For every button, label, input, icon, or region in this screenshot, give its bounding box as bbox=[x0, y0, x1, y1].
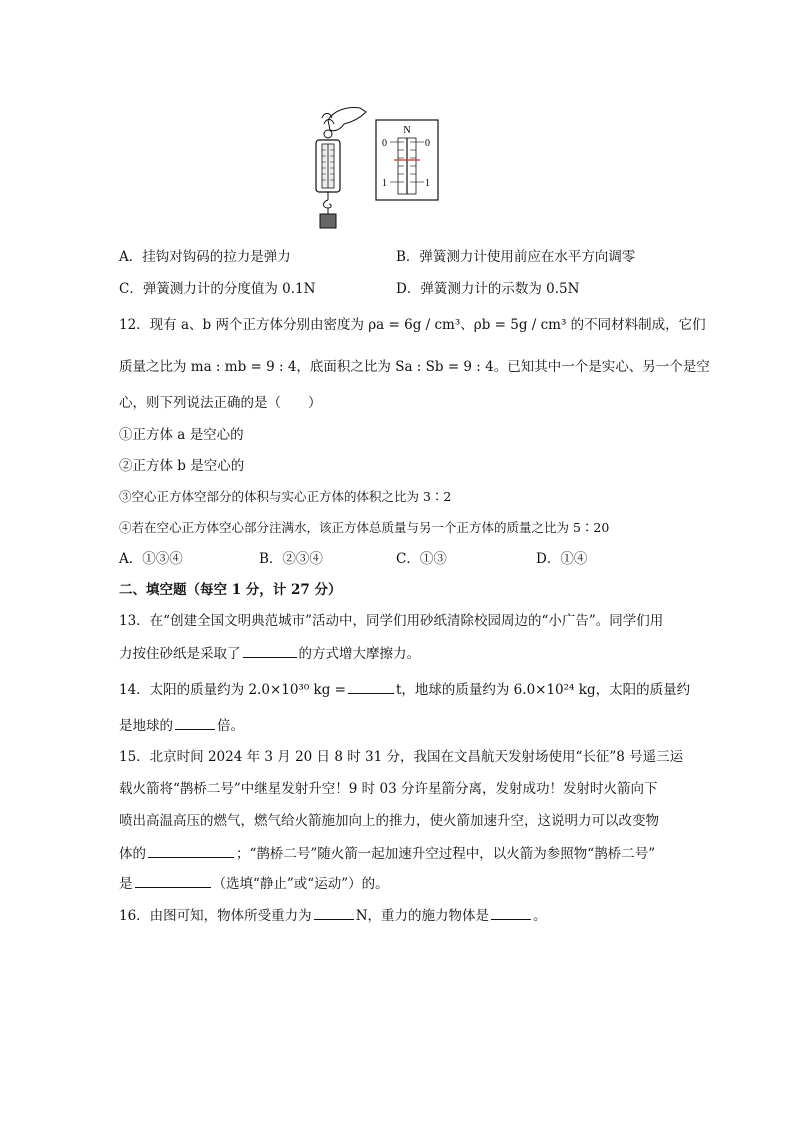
q13-line1: 13．在“创建全国文明典范城市”活动中，同学们用砂纸清除校园周边的“小广告”。同学们用 bbox=[119, 613, 664, 629]
answer-blank[interactable] bbox=[348, 679, 394, 694]
q15-line5: 是 （选填“静止”或“运动”）的。 bbox=[119, 873, 389, 894]
q15-line2: 载火箭将“鹊桥二号”中继星发射升空！9 时 03 分许星箭分离，发射成功！发射时火箭向下 bbox=[119, 781, 658, 797]
answer-blank[interactable] bbox=[175, 715, 215, 730]
q15-line3: 喷出高温高压的燃气，燃气给火箭施加向上的推力，使火箭加速升空，这说明力可以改变物 bbox=[119, 813, 659, 829]
q12-statement-3: ③空心正方体空部分的体积与实心正方体的体积之比为 3∶2 bbox=[119, 489, 452, 504]
q12-statement-2: ②正方体 b 是空心的 bbox=[119, 458, 245, 474]
answer-blank[interactable] bbox=[314, 905, 354, 920]
q11-option-c: C．弹簧测力计的分度值为 0.1N bbox=[119, 281, 316, 297]
q15-line4: 体的 ；“鹊桥二号”随火箭一起加速升空过程中，以火箭为参照物“鹊桥二号” bbox=[119, 843, 655, 864]
q11-option-b: B．弹簧测力计使用前应在水平方向调零 bbox=[396, 249, 636, 265]
answer-blank[interactable] bbox=[243, 643, 297, 658]
q12-option-d: D．①④ bbox=[536, 551, 588, 567]
q14-line2: 是地球的 倍。 bbox=[119, 715, 244, 736]
q12-line1: 12．现有 a、b 两个正方体分别由密度为 ρa = 6g / cm³、ρb = 5g / cm³ 的不同材料制成，它们 bbox=[119, 317, 706, 333]
section-title: 二、填空题（每空 1 分，计 27 分） bbox=[119, 582, 342, 598]
q14-line1: 14．太阳的质量约为 2.0×10³⁰ kg = t，地球的质量约为 6.0×10²⁴ kg，太阳的质量约 bbox=[119, 679, 690, 700]
answer-blank[interactable] bbox=[491, 905, 531, 920]
q11-option-a: A．挂钩对钩码的拉力是弹力 bbox=[119, 249, 291, 265]
answer-blank[interactable] bbox=[135, 873, 211, 888]
svg-text:1: 1 bbox=[425, 178, 430, 189]
q11-option-d: D．弹簧测力计的示数为 0.5N bbox=[396, 281, 580, 297]
svg-text:0: 0 bbox=[425, 138, 430, 149]
q12-line2: 质量之比为 ma : mb = 9 : 4，底面积之比为 Sa : Sb = 9 : 4。已知其中一个是实心、另一个是空 bbox=[119, 359, 710, 375]
q12-option-a: A．①③④ bbox=[119, 551, 183, 567]
q12-line3: 心，则下列说法正确的是（ ） bbox=[119, 395, 322, 411]
spring-scale-figure bbox=[300, 100, 460, 239]
q16-line1: 16．由图可知，物体所受重力为 N，重力的施力物体是 。 bbox=[119, 905, 547, 926]
answer-blank[interactable] bbox=[148, 843, 234, 858]
q13-line2: 力按住砂纸是采取了 的方式增大摩擦力。 bbox=[119, 643, 420, 664]
q15-line1: 15．北京时间 2024 年 3 月 20 日 8 时 31 分，我国在文昌航天发射场使用“长征”8 号遥三运 bbox=[119, 749, 684, 765]
q12-statement-4: ④若在空心正方体空心部分注满水，该正方体总质量与另一个正方体的质量之比为 5∶20 bbox=[119, 520, 610, 535]
spring-scale-diagram bbox=[300, 100, 460, 235]
q12-option-c: C．①③ bbox=[396, 551, 447, 567]
svg-text:1: 1 bbox=[382, 178, 387, 189]
scale-unit: N bbox=[403, 125, 411, 136]
q12-option-b: B．②③④ bbox=[259, 551, 323, 567]
svg-text:0: 0 bbox=[382, 138, 387, 149]
q12-statement-1: ①正方体 a 是空心的 bbox=[119, 427, 244, 443]
